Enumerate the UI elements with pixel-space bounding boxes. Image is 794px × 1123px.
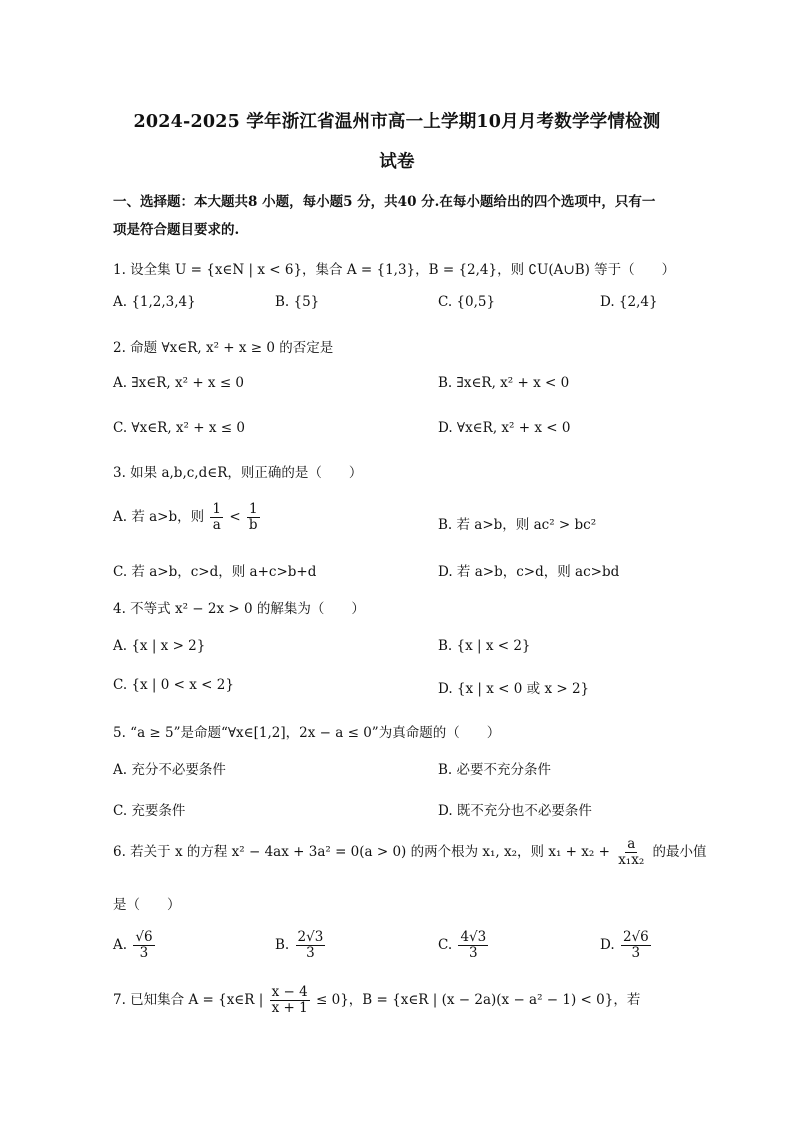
q7-frac-num: x − 4 xyxy=(271,984,308,1000)
q6-stem-text: 6. 若关于 x 的方程 x² − 4ax + 3a² = 0(a > 0) 的两个根为 x₁, x₂，则 x₁ + x₂ + xyxy=(113,843,610,860)
q4-option-a: A. {x | x > 2} xyxy=(113,638,206,654)
q6-option-a xyxy=(113,930,157,961)
q3-option-a-text: A. 若 a>b，则 xyxy=(113,508,205,525)
q4-stem: 4. 不等式 x² − 2x > 0 的解集为（ ） xyxy=(113,601,365,617)
q7-stem-text: 7. 已知集合 A = {x∈R | xyxy=(113,991,264,1008)
q6-fraction xyxy=(616,837,646,868)
q6-c-den: 3 xyxy=(469,944,478,961)
q6-option-d-frac xyxy=(621,930,651,961)
q2-option-c: C. ∀x∈R, x² + x ≤ 0 xyxy=(113,420,245,436)
q6-c-num: 4√3 xyxy=(460,929,487,945)
doc-title-line2: 试卷 xyxy=(379,152,415,172)
q3-option-b: B. 若 a>b，则 ac² > bc² xyxy=(438,517,597,533)
q3-stem: 3. 如果 a,b,c,d∈R，则正确的是（ ） xyxy=(113,465,363,481)
q6-d-den: 3 xyxy=(631,944,641,961)
q3-frac-den: a xyxy=(212,516,221,533)
q6-option-a-label: A. xyxy=(113,936,128,953)
q3-option-a xyxy=(113,502,262,533)
q6-d-num: 2√6 xyxy=(622,929,649,945)
section-heading-line1: 一、选择题：本大题共8 小题，每小题5 分，共40 分.在每小题给出的四个选项中，只有一 xyxy=(113,194,656,210)
q1-option-d: D. {2,4} xyxy=(600,294,658,310)
q6-stem xyxy=(113,837,707,868)
q6-option-d xyxy=(600,930,653,961)
q7-frac-den: x + 1 xyxy=(271,999,308,1016)
q6-option-d-label: D. xyxy=(600,936,615,953)
q2-option-a: A. ∃x∈R, x² + x ≤ 0 xyxy=(113,375,245,391)
q6-option-b xyxy=(275,930,327,961)
doc-title-line1: 2024-2025 学年浙江省温州市高一上学期10月月考数学学情检测 xyxy=(133,112,661,132)
q1-option-b: B. {5} xyxy=(275,294,320,310)
q5-option-a: A. 充分不必要条件 xyxy=(113,762,226,778)
q2-option-d: D. ∀x∈R, x² + x < 0 xyxy=(438,420,571,436)
q1-stem: 1. 设全集 U = {x∈N | x < 6}，集合 A = {1,3}，B = {2,4}，则 ∁U(A∪B) 等于（ ） xyxy=(113,262,676,278)
q5-option-c: C. 充要条件 xyxy=(113,803,186,819)
q3-fraction-1-over-a xyxy=(210,502,223,533)
q6-frac-den: x₁x₂ xyxy=(618,851,645,868)
q3-frac2-den: b xyxy=(248,516,258,533)
q6-frac-num: a xyxy=(627,836,636,852)
q6-option-c-label: C. xyxy=(438,936,453,953)
q6-stem-line2: 是（ ） xyxy=(113,897,181,913)
q5-stem: 5. “a ≥ 5”是命题“∀x∈[1,2]，2x − a ≤ 0”为真命题的（ ） xyxy=(113,725,501,741)
q7-stem-tail: ≤ 0}，B = {x∈R | (x − 2a)(x − a² − 1) < 0}，若 xyxy=(316,991,641,1008)
q6-option-b-frac xyxy=(296,930,326,961)
q6-option-a-frac xyxy=(133,930,154,961)
q1-option-c: C. {0,5} xyxy=(438,294,496,310)
q7-stem xyxy=(113,985,640,1016)
q3-frac2-num: 1 xyxy=(248,501,258,517)
q6-option-c-frac xyxy=(458,930,488,961)
q6-b-den: 3 xyxy=(306,944,315,961)
q6-a-num: √6 xyxy=(135,929,153,945)
q4-option-b: B. {x | x < 2} xyxy=(438,638,531,654)
q4-option-d: D. {x | x < 0 或 x > 2} xyxy=(438,681,590,697)
q6-a-den: 3 xyxy=(139,944,149,961)
section-heading-line2: 项是符合题目要求的. xyxy=(113,222,240,238)
q4-option-c: C. {x | 0 < x < 2} xyxy=(113,677,234,693)
q1-option-a: A. {1,2,3,4} xyxy=(113,294,196,310)
q3-relation: < xyxy=(229,508,241,525)
q3-fraction-1-over-b xyxy=(247,502,260,533)
q3-frac-num: 1 xyxy=(212,501,222,517)
q6-option-c xyxy=(438,930,490,961)
q2-stem: 2. 命题 ∀x∈R, x² + x ≥ 0 的否定是 xyxy=(113,340,334,356)
q7-fraction xyxy=(270,985,310,1016)
q3-option-c: C. 若 a>b，c>d，则 a+c>b+d xyxy=(113,564,317,580)
q6-b-num: 2√3 xyxy=(297,929,324,945)
q5-option-d: D. 既不充分也不必要条件 xyxy=(438,803,592,819)
q6-stem-tail: 的最小值 xyxy=(652,843,707,860)
q3-option-d: D. 若 a>b，c>d，则 ac>bd xyxy=(438,564,620,580)
q6-option-b-label: B. xyxy=(275,936,290,953)
q5-option-b: B. 必要不充分条件 xyxy=(438,762,552,778)
q2-option-b: B. ∃x∈R, x² + x < 0 xyxy=(438,375,570,391)
